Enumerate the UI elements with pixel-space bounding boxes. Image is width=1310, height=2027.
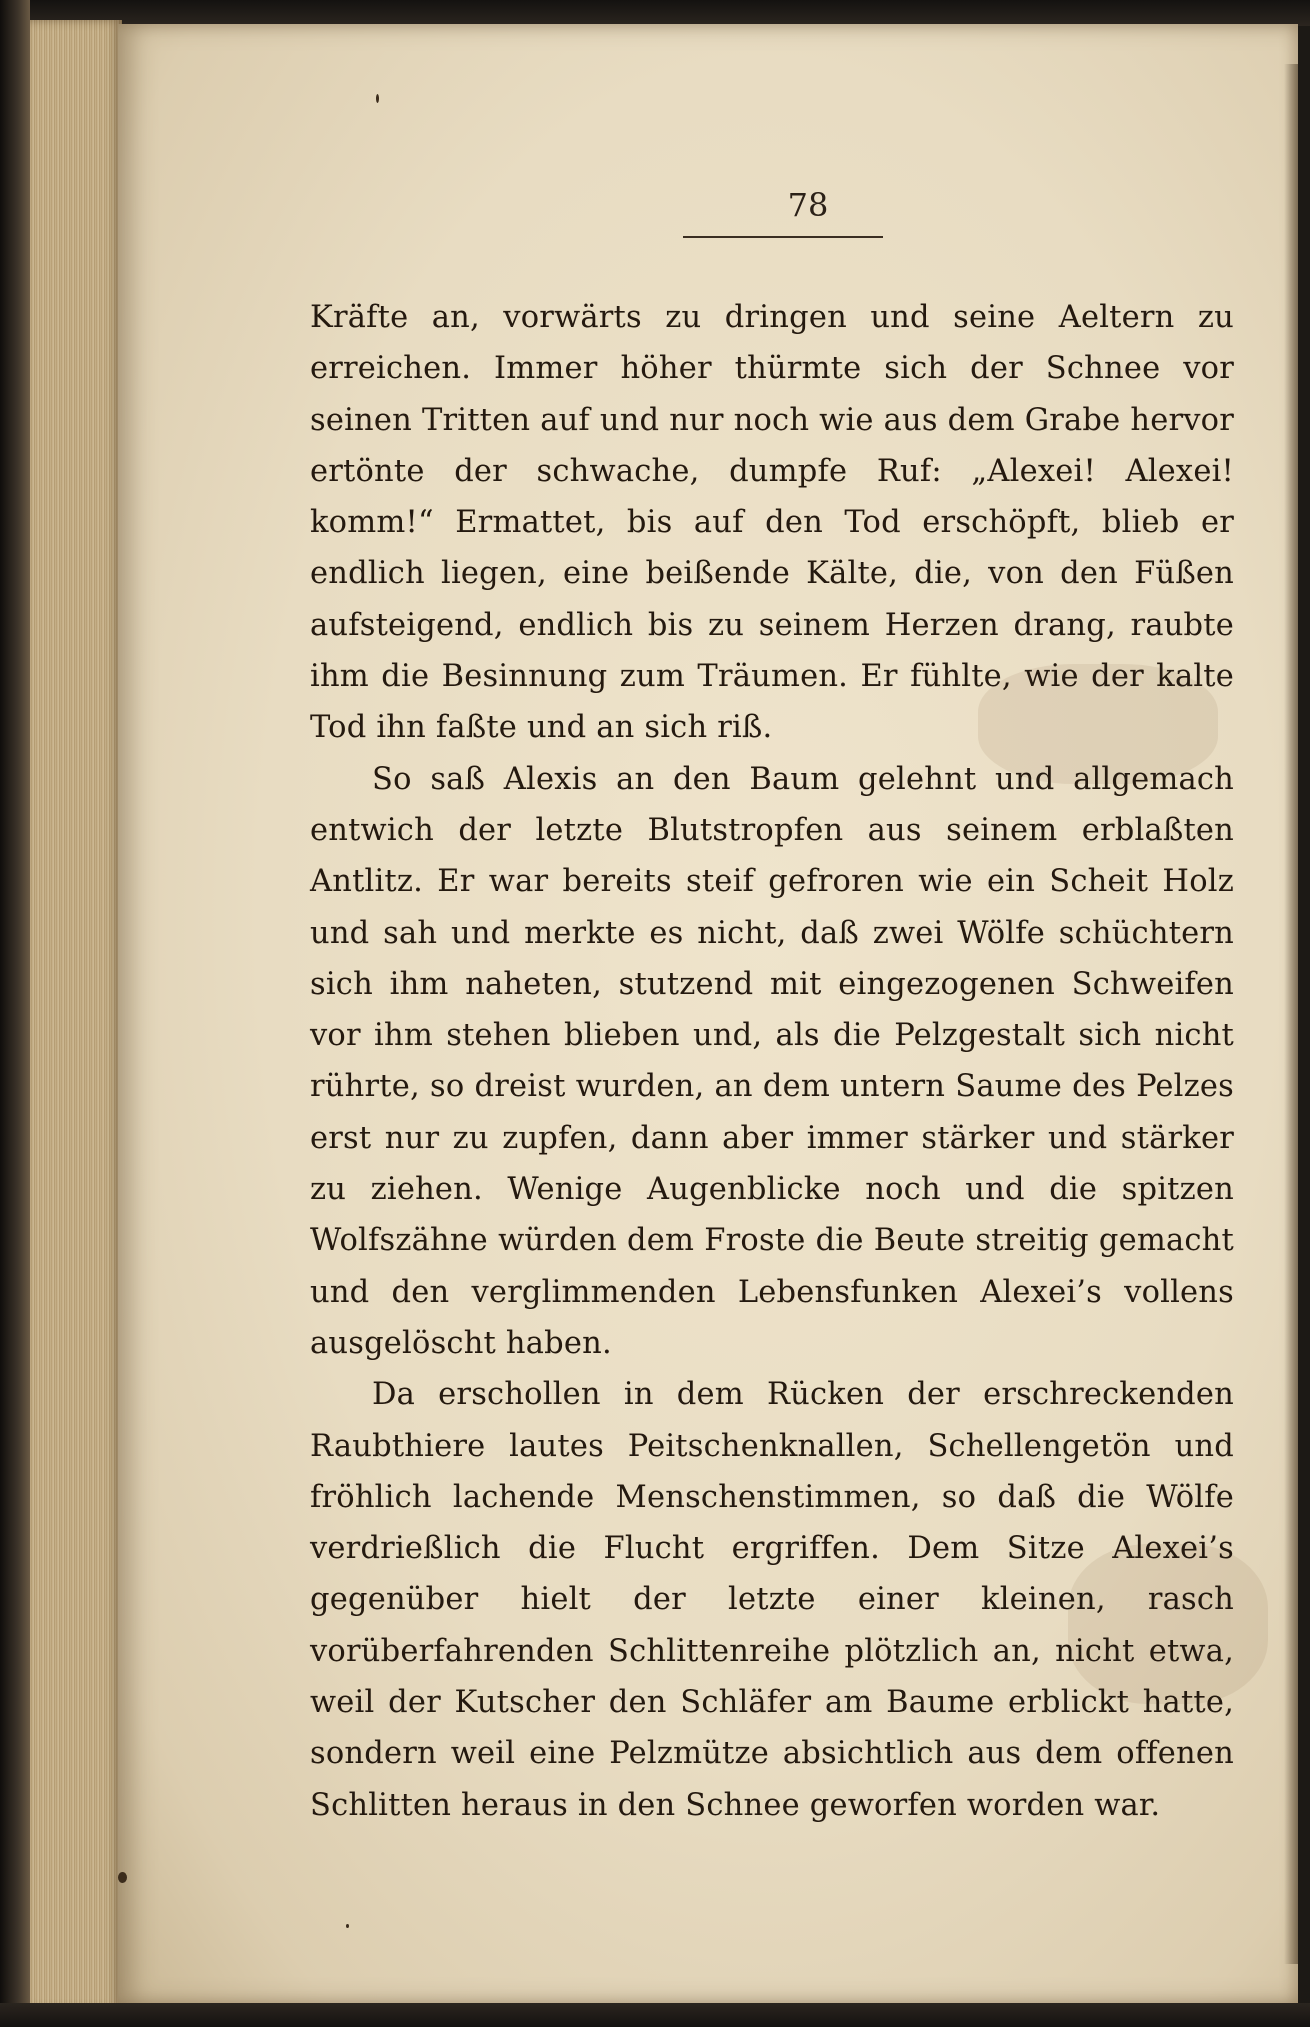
body-text: [310, 292, 1234, 1831]
page-edges-stack: [30, 20, 122, 2010]
ink-speck: [346, 1924, 349, 1928]
paragraph-2: So saß Alexis an den Baum gelehnt und allgemach entwich der letzte Blutstropfen aus seinem erblaßten Antlitz. Er war bereits steif gefroren wie ein Scheit Holz und sah und merkte es nicht, daß zwei Wölfe schüchtern sich ihm naheten, stutzend mit eingezogenen Schweifen vor ihm stehen blieben und, als die Pelzgestalt sich nicht rührte, so dreist wurden, an dem untern Saume des Pelzes erst nur zu zupfen, dann aber immer stärker und stärker zu ziehen. Wenige Augenblicke noch und die spitzen Wolfszähne würden dem Froste die Beute streitig gemacht und den verglimmenden Lebensfunken Alexei’s vollens ausgelöscht haben.: [310, 761, 1234, 1361]
page-right-shadow: [1284, 64, 1298, 1964]
ink-speck: [376, 94, 379, 103]
scan-top-border: [0, 0, 1310, 26]
book-page: [118, 24, 1298, 2004]
paragraph-3: Da erschollen in dem Rücken der erschreckenden Raubthiere lautes Peitschenknallen, Schellengetön und fröhlich lachende Menschenstimmen, so daß die Wölfe verdrießlich die Flucht ergriffen. Dem Sitze Alexei’s gegenüber hielt der letzte einer kleinen, rasch vorüberfahrenden Schlittenreihe plötzlich an, nicht etwa, weil der Kutscher den Schläfer am Baume erblickt hatte, sondern weil eine Pelzmütze absichtlich aus dem offenen Schlitten heraus in den Schnee geworfen worden war.: [310, 1377, 1234, 1823]
header-rule: [683, 236, 883, 238]
scan-bottom-border: [0, 2003, 1310, 2027]
paragraph-1: Kräfte an, vorwärts zu dringen und seine Aeltern zu erreichen. Immer höher thürmte sich der Schnee vor seinen Tritten auf und nur noch wie aus dem Grabe hervor ertönte der schwache, dumpfe Ruf: „Alexei! Alexei! komm!“ Ermattet, bis auf den Tod erschöpft, blieb er endlich liegen, eine beißende Kälte, die, von den Füßen aufsteigend, endlich bis zu seinem Herzen drang, raubte ihm die Besinnung zum Träumen. Er fühlte, wie der kalte Tod ihn faßte und an sich riß.: [310, 300, 1234, 746]
book-binding: [0, 0, 30, 2027]
page-number: 78: [787, 186, 829, 224]
ink-speck: [118, 1872, 127, 1883]
